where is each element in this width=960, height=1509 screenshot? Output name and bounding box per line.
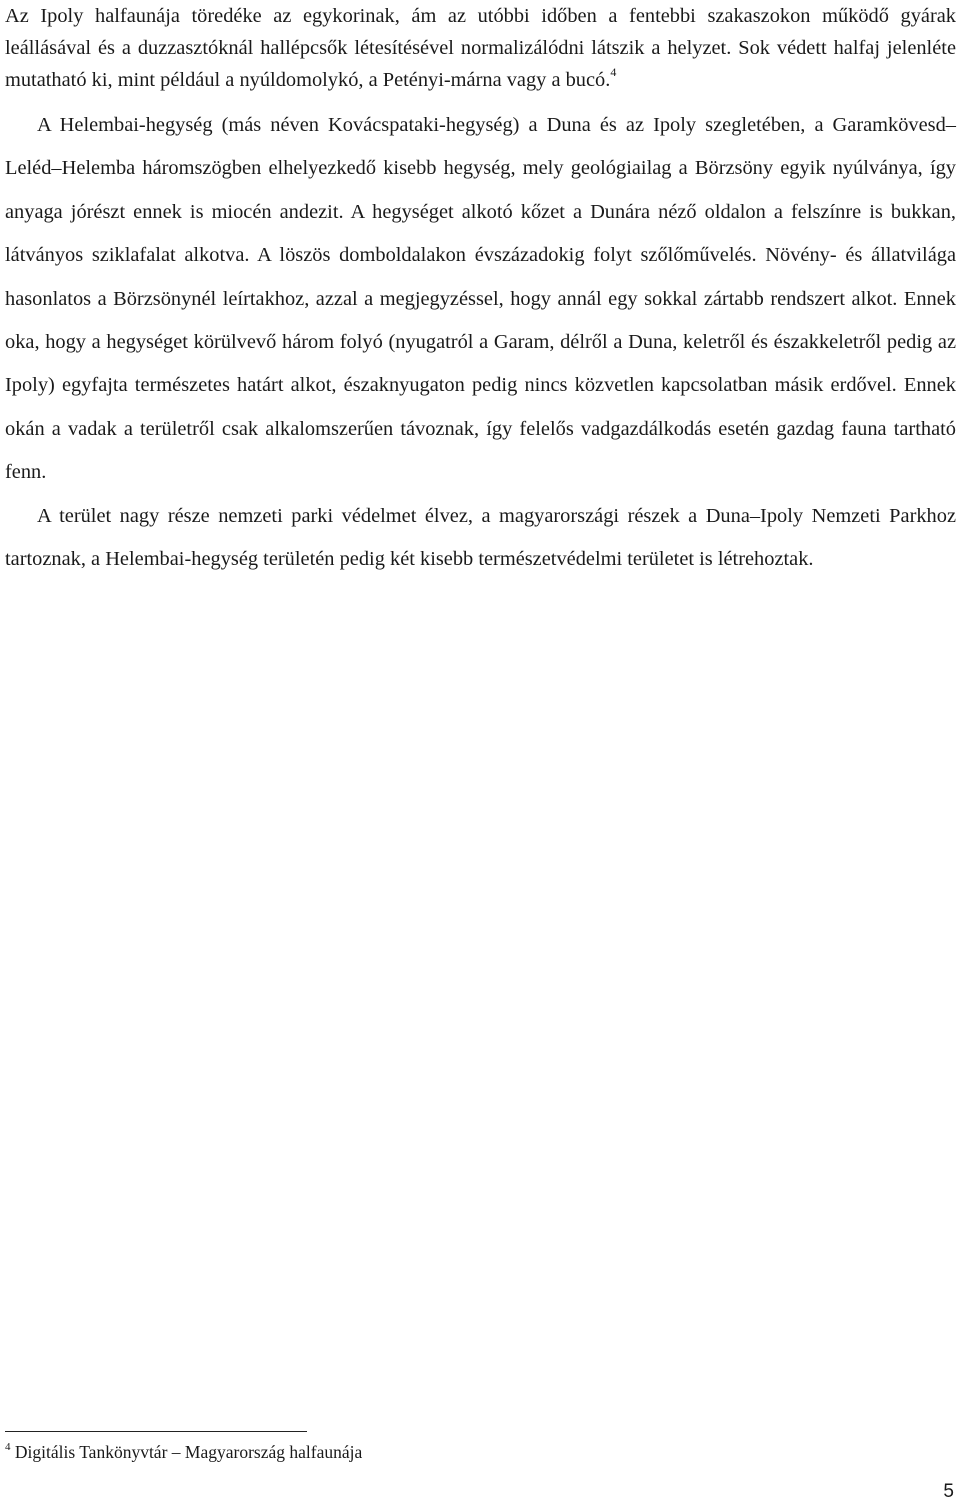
page-number: 5 <box>943 1481 954 1502</box>
footnote-number: 4 <box>5 1441 11 1453</box>
footnote-reference[interactable]: 4 <box>610 65 617 79</box>
paragraph-helembai-hegyseg: A Helembai-hegység (más néven Kovácspataki-hegység) a Duna és az Ipoly szegletében, a Garamkövesd–Leléd–Helemba háromszögben elhelyezkedő kisebb hegység, mely geológiailag a Börzsöny egyik nyúlványa, így anyaga jórészt ennek is miocén andezit. A hegységet alkotó kőzet a Dunára néző oldalon a felszínre is bukkan, látványos sziklafalat alkotva. A löszös domboldalakon évszázadokig folyt szőlőművelés. Növény- és állatvilága hasonlatos a Börzsönynél leírtakhoz, azzal a megjegyzéssel, hogy annál egy sokkal zártabb rendszert alkot. Ennek oka, hogy a hegységet körülvevő három folyó (nyugatról a Garam, délről a Duna, keletről és északkeletről pedig az Ipoly) egyfajta természetes határt alkot, északnyugaton pedig nincs közvetlen kapcsolatban másik erdővel. Ennek okán a vadak a területről csak alkalomszerűen távoznak, így felelős vadgazdálkodás esetén gazdag fauna tartható fenn. <box>5 114 956 484</box>
document-page <box>5 0 956 581</box>
paragraph-ipoly-fauna <box>5 0 956 96</box>
footnote-separator <box>5 1431 307 1432</box>
footnote <box>5 1440 362 1464</box>
footnote-text: Digitális Tankönyvtár – Magyarország halfaunája <box>14 1442 363 1462</box>
paragraph-text: Az Ipoly halfaunája töredéke az egykorinak, ám az utóbbi időben a fentebbi szakaszokon működő gyárak leállásával és a duzzasztóknál hallépcsők létesítésével normalizálódni látszik a helyzet. Sok védett halfaj jelenléte mutatható ki, mint például a nyúldomolykó, a Petényi-márna vagy a bucó. <box>5 5 956 91</box>
paragraph-nemzeti-park: A terület nagy része nemzeti parki védelmet élvez, a magyarországi részek a Duna–Ipoly Nemzeti Parkhoz tartoznak, a Helembai-hegység területén pedig két kisebb természetvédelmi területet is létrehoztak. <box>5 504 956 571</box>
